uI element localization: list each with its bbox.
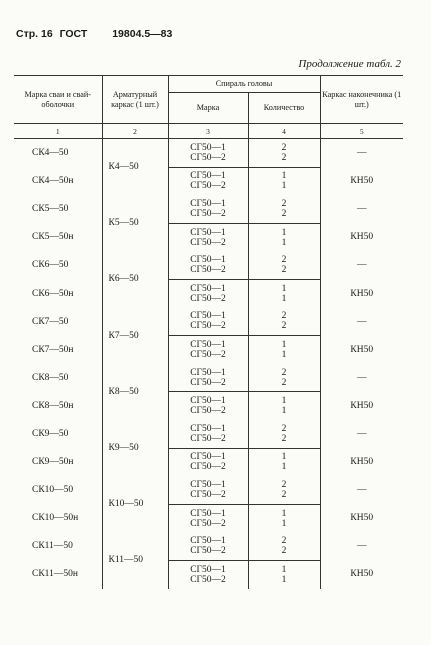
- spiral-qty: 2: [281, 311, 287, 322]
- tip-frame-cell: —: [320, 251, 403, 279]
- spiral-mark: СГ50—2: [190, 265, 226, 276]
- table-row: [14, 139, 403, 168]
- spiral-qty-cell: [248, 251, 320, 279]
- spiral-qty-cell: [248, 308, 320, 336]
- spiral-qty: 1: [281, 171, 287, 182]
- spiral-qty: 1: [281, 574, 287, 585]
- tip-frame-cell: —: [320, 195, 403, 223]
- spiral-mark: СГ50—2: [190, 321, 226, 332]
- table-row: [14, 448, 403, 476]
- spiral-mark-cell: [168, 279, 248, 307]
- spiral-qty-cell: [248, 560, 320, 588]
- spiral-mark-cell: [168, 251, 248, 279]
- spiral-mark: СГ50—2: [190, 293, 226, 304]
- tip-frame-cell: —: [320, 476, 403, 504]
- spiral-mark-cell: [168, 364, 248, 392]
- table-row: [14, 560, 403, 588]
- col-header-spiral-mark: Марка: [168, 93, 248, 124]
- tip-frame-cell: —: [320, 364, 403, 392]
- spiral-qty: 2: [281, 255, 287, 266]
- spiral-qty-cell: [248, 420, 320, 448]
- spiral-qty: 1: [281, 181, 287, 192]
- spiral-mark-cell: [168, 560, 248, 588]
- spiral-qty-cell: [248, 336, 320, 364]
- spiral-qty: 2: [281, 489, 287, 500]
- spiral-qty: 1: [281, 462, 287, 473]
- table-row: [14, 476, 403, 504]
- spiral-mark: СГ50—1: [190, 198, 226, 209]
- spiral-mark-cell: [168, 420, 248, 448]
- table-row: [14, 308, 403, 336]
- spiral-mark: СГ50—1: [190, 479, 226, 490]
- pile-mark-cell: СК9—50н: [14, 448, 102, 476]
- tip-frame-cell: —: [320, 420, 403, 448]
- spiral-mark: СГ50—1: [190, 367, 226, 378]
- col-header-spiral: Спираль головы: [168, 76, 320, 93]
- pile-mark-cell: СК10—50н: [14, 504, 102, 532]
- frame-cell: К8—50: [102, 364, 168, 420]
- spiral-mark: СГ50—2: [190, 208, 226, 219]
- spiral-mark: СГ50—1: [190, 142, 226, 153]
- col-number: 1: [14, 124, 102, 139]
- document-number: 19804.5—83: [112, 28, 173, 40]
- spiral-qty: 2: [281, 152, 287, 163]
- table-row: [14, 223, 403, 251]
- pile-mark-cell: СК7—50н: [14, 336, 102, 364]
- pile-mark-cell: СК7—50: [14, 308, 102, 336]
- tip-frame-cell: КН50: [320, 504, 403, 532]
- spiral-mark: СГ50—2: [190, 237, 226, 248]
- spiral-mark: СГ50—2: [190, 406, 226, 417]
- table-row: [14, 251, 403, 279]
- tip-frame-cell: КН50: [320, 167, 403, 195]
- spiral-qty: 1: [281, 293, 287, 304]
- spiral-qty: 2: [281, 367, 287, 378]
- spiral-qty-cell: [248, 364, 320, 392]
- spiral-qty: 2: [281, 321, 287, 332]
- pile-mark-cell: СК8—50н: [14, 392, 102, 420]
- spiral-qty: 1: [281, 349, 287, 360]
- pile-mark-cell: СК6—50: [14, 251, 102, 279]
- pile-mark-cell: СК11—50: [14, 532, 102, 560]
- standard-label: ГОСТ: [59, 28, 88, 40]
- spiral-mark: СГ50—1: [190, 536, 226, 547]
- spiral-mark-cell: [168, 476, 248, 504]
- spiral-qty-cell: [248, 139, 320, 168]
- tip-frame-cell: —: [320, 532, 403, 560]
- table-row: [14, 532, 403, 560]
- page-header: [16, 28, 176, 40]
- spiral-qty: 2: [281, 142, 287, 153]
- table-body: [14, 139, 403, 589]
- spiral-mark: СГ50—1: [190, 171, 226, 182]
- pile-mark-cell: СК10—50: [14, 476, 102, 504]
- spiral-mark: СГ50—1: [190, 311, 226, 322]
- frame-cell: К6—50: [102, 251, 168, 307]
- spiral-qty: 2: [281, 479, 287, 490]
- table-row: [14, 167, 403, 195]
- spiral-mark: СГ50—2: [190, 518, 226, 529]
- table-continuation-caption: Продолжение табл. 2: [298, 58, 401, 70]
- spiral-qty: 2: [281, 198, 287, 209]
- col-header-frame: Арматурный каркас (1 шт.): [102, 76, 168, 124]
- spiral-qty: 1: [281, 339, 287, 350]
- spiral-mark-cell: [168, 308, 248, 336]
- page-number: Стр. 16: [16, 28, 53, 40]
- tip-frame-cell: КН50: [320, 448, 403, 476]
- spiral-qty-cell: [248, 392, 320, 420]
- spiral-qty: 2: [281, 536, 287, 547]
- tip-frame-cell: КН50: [320, 392, 403, 420]
- spiral-qty-cell: [248, 476, 320, 504]
- spiral-qty: 1: [281, 518, 287, 529]
- tip-frame-cell: КН50: [320, 336, 403, 364]
- spiral-qty-cell: [248, 448, 320, 476]
- spiral-qty-cell: [248, 279, 320, 307]
- spiral-qty: 2: [281, 377, 287, 388]
- spiral-qty: 2: [281, 546, 287, 557]
- spiral-qty-cell: [248, 195, 320, 223]
- spiral-mark-cell: [168, 195, 248, 223]
- table-row: [14, 364, 403, 392]
- spiral-mark: СГ50—2: [190, 462, 226, 473]
- col-number: 2: [102, 124, 168, 139]
- table-row: [14, 392, 403, 420]
- spiral-qty: 1: [281, 227, 287, 238]
- spiral-qty-cell: [248, 532, 320, 560]
- spiral-mark-cell: [168, 139, 248, 168]
- spiral-mark: СГ50—2: [190, 377, 226, 388]
- spiral-mark: СГ50—1: [190, 339, 226, 350]
- pile-mark-cell: СК4—50н: [14, 167, 102, 195]
- spiral-mark: СГ50—1: [190, 564, 226, 575]
- pile-mark-cell: СК8—50: [14, 364, 102, 392]
- spiral-qty: 2: [281, 433, 287, 444]
- pile-mark-cell: СК4—50: [14, 139, 102, 168]
- spiral-mark: СГ50—1: [190, 283, 226, 294]
- pile-mark-cell: СК6—50н: [14, 279, 102, 307]
- spiral-mark: СГ50—2: [190, 574, 226, 585]
- spiral-qty: 2: [281, 208, 287, 219]
- col-header-mark: Марка сваи и свай-оболочки: [14, 76, 102, 124]
- tip-frame-cell: КН50: [320, 223, 403, 251]
- col-header-tip-frame: Каркас наконечника (1 шт.): [320, 76, 403, 124]
- frame-cell: К9—50: [102, 420, 168, 476]
- col-number: 3: [168, 124, 248, 139]
- spiral-qty-cell: [248, 504, 320, 532]
- pile-mark-cell: СК9—50: [14, 420, 102, 448]
- frame-cell: К7—50: [102, 308, 168, 364]
- table-row: [14, 195, 403, 223]
- spiral-qty: 2: [281, 423, 287, 434]
- tip-frame-cell: КН50: [320, 560, 403, 588]
- spiral-qty: 1: [281, 396, 287, 407]
- piles-table: [14, 75, 403, 589]
- spiral-qty: 1: [281, 406, 287, 417]
- spiral-mark: СГ50—2: [190, 489, 226, 500]
- spiral-mark: СГ50—1: [190, 508, 226, 519]
- spiral-mark: СГ50—1: [190, 227, 226, 238]
- spiral-mark: СГ50—1: [190, 452, 226, 463]
- table-row: [14, 336, 403, 364]
- frame-cell: К4—50: [102, 139, 168, 196]
- spiral-mark: СГ50—2: [190, 349, 226, 360]
- spiral-mark-cell: [168, 448, 248, 476]
- spiral-qty: 1: [281, 452, 287, 463]
- spiral-mark-cell: [168, 167, 248, 195]
- tip-frame-cell: —: [320, 139, 403, 168]
- spiral-mark-cell: [168, 336, 248, 364]
- table-row: [14, 279, 403, 307]
- frame-cell: К5—50: [102, 195, 168, 251]
- tip-frame-cell: —: [320, 308, 403, 336]
- frame-cell: К11—50: [102, 532, 168, 588]
- col-header-spiral-qty: Количество: [248, 93, 320, 124]
- spiral-mark: СГ50—1: [190, 423, 226, 434]
- col-number: 4: [248, 124, 320, 139]
- spiral-mark-cell: [168, 504, 248, 532]
- col-number: 5: [320, 124, 403, 139]
- spiral-mark-cell: [168, 532, 248, 560]
- spiral-qty: 2: [281, 265, 287, 276]
- spiral-mark: СГ50—2: [190, 433, 226, 444]
- spiral-qty: 1: [281, 508, 287, 519]
- spiral-mark: СГ50—1: [190, 396, 226, 407]
- spiral-qty: 1: [281, 283, 287, 294]
- table-row: [14, 420, 403, 448]
- pile-mark-cell: СК5—50н: [14, 223, 102, 251]
- spiral-qty-cell: [248, 167, 320, 195]
- spiral-qty: 1: [281, 564, 287, 575]
- spiral-mark-cell: [168, 223, 248, 251]
- spiral-mark: СГ50—1: [190, 255, 226, 266]
- spiral-qty-cell: [248, 223, 320, 251]
- table-row: [14, 504, 403, 532]
- spiral-mark-cell: [168, 392, 248, 420]
- spiral-mark: СГ50—2: [190, 546, 226, 557]
- pile-mark-cell: СК5—50: [14, 195, 102, 223]
- pile-mark-cell: СК11—50н: [14, 560, 102, 588]
- frame-cell: К10—50: [102, 476, 168, 532]
- spiral-mark: СГ50—2: [190, 152, 226, 163]
- spiral-qty: 1: [281, 237, 287, 248]
- spiral-mark: СГ50—2: [190, 181, 226, 192]
- tip-frame-cell: КН50: [320, 279, 403, 307]
